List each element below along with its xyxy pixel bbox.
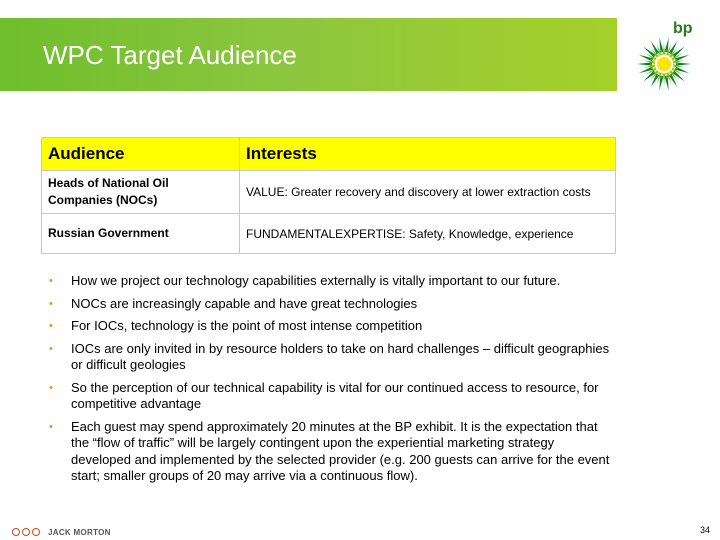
audience-cell: Russian Government [42,214,240,254]
list-item [45,341,615,374]
ring-icon [12,528,20,536]
bullet-icon: • [49,297,53,310]
bullet-text: NOCs are increasingly capable and have great technologies [71,295,418,311]
footer-logo [12,525,111,539]
bullet-list [45,273,615,491]
ring-icon [32,528,40,536]
interests-cell: FUNDAMENTALEXPERTISE: Safety, Knowledge, experience [240,214,616,254]
page-number: 34 [700,525,711,535]
logo-text: bp [673,20,693,37]
list-item [45,380,615,413]
bp-logo [636,18,700,93]
footer-brand: JACK MORTON [48,527,111,537]
table-header-row [42,138,616,171]
bullet-icon: • [49,275,53,287]
bullet-icon: • [49,320,53,332]
slide-title: WPC Target Audience [43,40,297,70]
list-item [45,296,615,313]
audience-cell: Heads of National Oil Companies (NOCs) [42,171,240,214]
list-item [45,419,615,485]
helios-icon [636,36,692,92]
title-bar [0,18,617,91]
bullet-text: How we project our technology capabilities externally is vitally important to our future. [71,273,561,288]
header-interests: Interests [240,138,616,171]
bullet-text: For IOCs, technology is the point of most intense competition [71,318,423,333]
interests-cell: VALUE: Greater recovery and discovery at lower extraction costs [240,171,616,214]
ring-icon [22,528,30,536]
table-row [42,171,616,214]
bullet-icon: • [49,420,53,433]
audience-table [41,137,616,254]
bullet-icon: • [49,381,53,394]
table-row [42,214,616,254]
list-item [45,273,615,290]
bullet-text: So the perception of our technical capability is vital for our continued access to resource, for competitive advantage [71,379,599,411]
list-item [45,318,615,335]
bullet-text: Each guest may spend approximately 20 minutes at the BP exhibit. It is the expectation that the “flow of traffic” will be largely contingent upon the experiential marketing strategy developed and implemented by the selected provider (e.g. 200 guests can arrive for the event start; smaller groups of 20 may arrive via a continuous flow). [71,418,610,483]
bullet-text: IOCs are only invited in by resource holders to take on hard challenges – difficult geographies or difficult geologies [71,340,610,372]
bullet-icon: • [49,342,53,355]
header-audience: Audience [42,138,240,171]
